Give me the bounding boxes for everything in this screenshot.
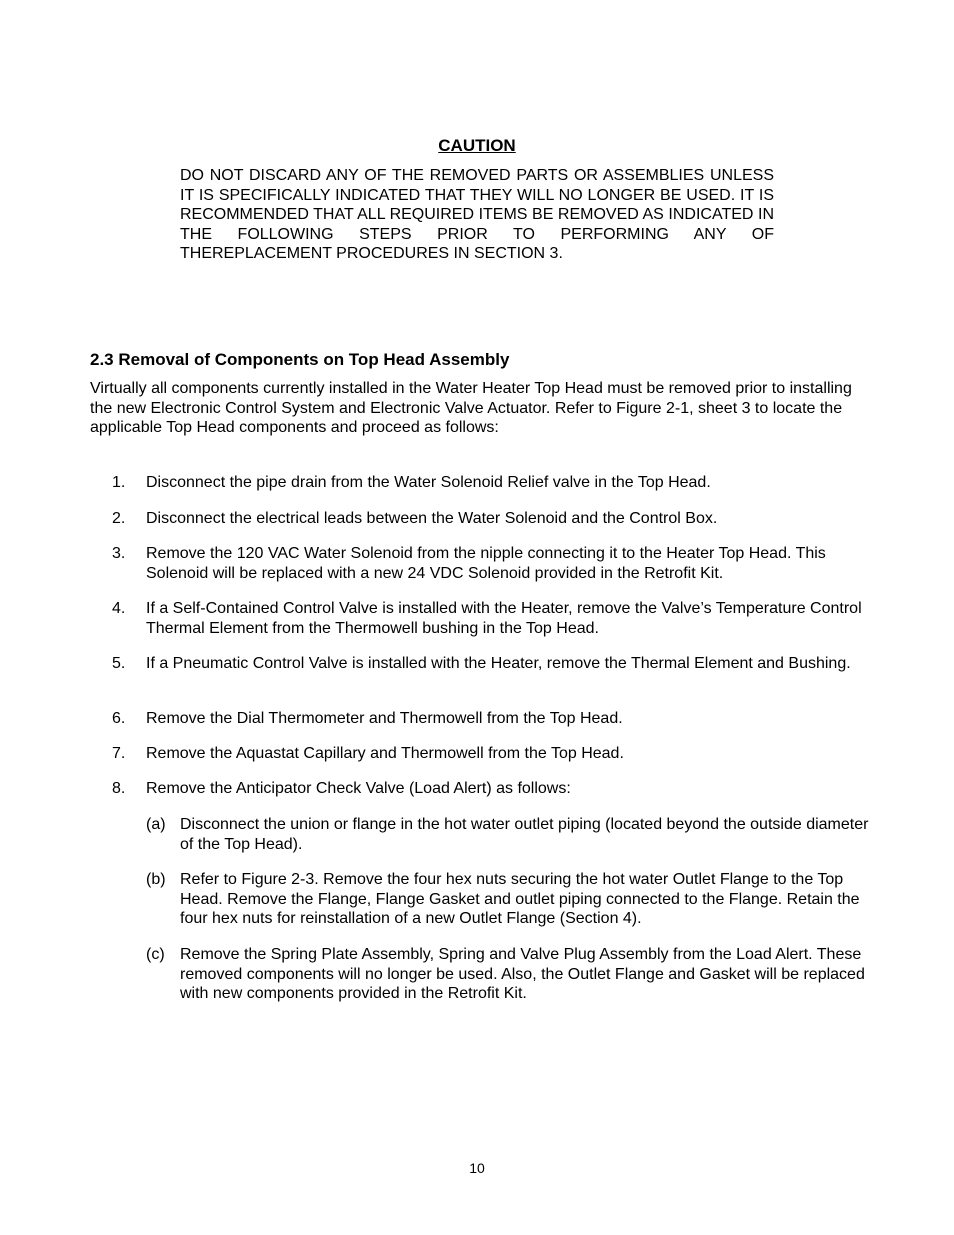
step-text: If a Pneumatic Control Valve is installed with the Heater, remove the Thermal Element and Bushing. (146, 655, 851, 672)
step-number: 4. (112, 600, 126, 617)
step-number: 5. (112, 655, 126, 672)
step-number: 1. (112, 474, 126, 491)
step-text: Remove the 120 VAC Water Solenoid from the nipple connecting it to the Heater Top Head. This Solenoid will be replaced with a new 24 VDC Solenoid provided in the Retrofit Kit. (146, 545, 826, 582)
substep-text: Refer to Figure 2-3. Remove the four hex nuts securing the hot water Outlet Flange to the Top Head. Remove the Flange, Flange Gasket and outlet piping connected to the Flange. Retain the four hex nuts for reinstallation of a new Outlet Flange (Section 4). (180, 871, 860, 928)
caution-title: CAUTION (438, 136, 516, 155)
substep-text: Remove the Spring Plate Assembly, Spring and Valve Plug Assembly from the Load Alert. These removed components will no longer be used. Also, the Outlet Flange and Gasket will be replaced with new components provided in the Retrofit Kit. (180, 946, 865, 1003)
page-number: 10 (469, 1160, 485, 1176)
substep-label: (c) (146, 946, 165, 963)
section-intro: Virtually all components currently installed in the Water Heater Top Head must be removed prior to installing the new Electronic Control System and Electronic Valve Actuator. Refer to Figure 2-1, sheet 3 to locate the applicable Top Head components and proceed as follows: (90, 380, 852, 437)
caution-body: DO NOT DISCARD ANY OF THE REMOVED PARTS OR ASSEMBLIES UNLESS IT IS SPECIFICALLY INDICATED THAT THEY WILL NO LONGER BE USED. IT IS RECOMMENDED THAT ALL REQUIRED ITEMS BE REMOVED AS INDICATED IN THE FOLLOWING STEPS PRIOR TO PERFORMING ANY OF THEREPLACEMENT PROCEDURES IN SECTION 3. (180, 167, 774, 263)
substep-text: Disconnect the union or flange in the hot water outlet piping (located beyond the outside diameter of the Top Head). (180, 816, 869, 853)
step-number: 7. (112, 745, 126, 762)
substep-label: (a) (146, 816, 166, 833)
step-text: Remove the Dial Thermometer and Thermowell from the Top Head. (146, 710, 623, 727)
step-number: 6. (112, 710, 126, 727)
step-text: If a Self-Contained Control Valve is installed with the Heater, remove the Valve’s Temperature Control Thermal Element from the Thermowell bushing in the Top Head. (146, 600, 862, 637)
substep-label: (b) (146, 871, 166, 888)
step-text: Remove the Anticipator Check Valve (Load Alert) as follows: (146, 780, 571, 797)
step-number: 3. (112, 545, 126, 562)
step-text: Remove the Aquastat Capillary and Thermowell from the Top Head. (146, 745, 624, 762)
section-heading: 2.3 Removal of Components on Top Head Assembly (90, 350, 510, 369)
step-number: 8. (112, 780, 126, 797)
step-text: Disconnect the electrical leads between the Water Solenoid and the Control Box. (146, 510, 718, 527)
step-text: Disconnect the pipe drain from the Water Solenoid Relief valve in the Top Head. (146, 474, 711, 491)
step-number: 2. (112, 510, 126, 527)
